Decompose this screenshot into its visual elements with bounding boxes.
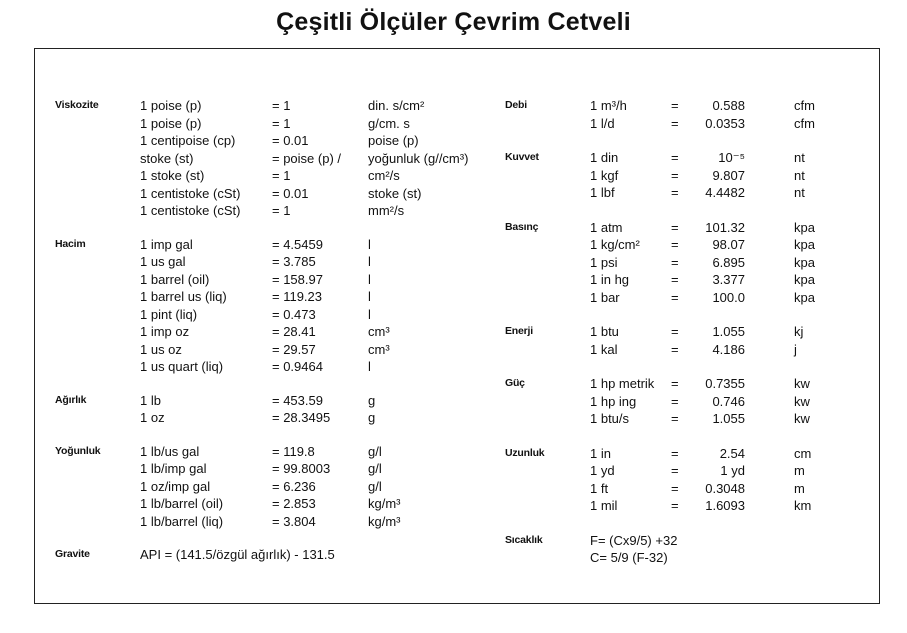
formula-row bbox=[505, 532, 875, 550]
cell-2: = 0.9464 bbox=[272, 359, 323, 374]
cell-2: = bbox=[671, 98, 679, 113]
cell-1: 1 us oz bbox=[140, 341, 182, 357]
conversion-row bbox=[55, 358, 495, 376]
cell-2: = bbox=[671, 167, 679, 183]
section-right-0 bbox=[505, 97, 875, 132]
conversion-row bbox=[55, 115, 495, 133]
formula-text: F= (Cx9/5) +32 bbox=[590, 532, 678, 548]
cell-3: 1 yd bbox=[720, 463, 745, 478]
cell-1: 1 imp gal bbox=[140, 236, 193, 252]
cell-3: g bbox=[368, 410, 376, 425]
conversion-row bbox=[55, 132, 495, 150]
conversion-row bbox=[55, 443, 495, 461]
formula-text: C= 5/9 (F-32) bbox=[590, 550, 668, 565]
cell-2: = 6.236 bbox=[272, 478, 316, 494]
conversion-row bbox=[505, 254, 875, 272]
cell-3: din. s/cm² bbox=[368, 98, 425, 113]
cell-4: kpa bbox=[794, 289, 815, 305]
cell-1: 1 psi bbox=[590, 254, 618, 270]
cell-2: = bbox=[671, 480, 679, 496]
cell-4: kpa bbox=[794, 272, 815, 287]
cell-3: l bbox=[368, 236, 371, 252]
cell-2: = bbox=[671, 237, 679, 252]
cell-2: = 0.01 bbox=[272, 133, 309, 148]
cell-1: 1 us gal bbox=[140, 254, 186, 269]
cell-3: kg/m³ bbox=[368, 513, 401, 529]
cell-1: 1 kg/cm² bbox=[590, 237, 640, 252]
cell-3: l bbox=[368, 254, 371, 269]
document-title: Çeşitli Ölçüler Çevrim Cetveli bbox=[276, 8, 631, 36]
cell-2: = 3.785 bbox=[272, 254, 316, 269]
section-right-3 bbox=[505, 323, 875, 358]
cell-1: 1 barrel us (liq) bbox=[140, 289, 227, 304]
cell-3: 0.588 bbox=[712, 98, 745, 113]
cell-4: nt bbox=[794, 167, 805, 183]
cell-3: mm²/s bbox=[368, 203, 405, 218]
cell-4: kpa bbox=[794, 237, 815, 252]
cell-3: 0.7355 bbox=[705, 376, 745, 391]
section-label: Güç bbox=[505, 377, 525, 389]
cell-2: = bbox=[671, 150, 679, 165]
conversion-row bbox=[505, 97, 875, 115]
cell-2: = bbox=[671, 219, 679, 235]
cell-1: 1 lb bbox=[140, 392, 161, 408]
cell-2: = 4.5459 bbox=[272, 236, 323, 252]
cell-1: 1 centistoke (cSt) bbox=[140, 203, 241, 218]
conversion-row bbox=[55, 288, 495, 306]
cell-4: kw bbox=[794, 411, 810, 426]
conversion-row bbox=[505, 184, 875, 202]
cell-1: 1 poise (p) bbox=[140, 115, 202, 131]
section-right-4 bbox=[505, 375, 875, 428]
cell-3: l bbox=[368, 359, 371, 374]
cell-2: = 119.23 bbox=[272, 289, 323, 304]
section-label: Enerji bbox=[505, 325, 533, 337]
conversion-row bbox=[505, 410, 875, 428]
cell-1: 1 lb/us gal bbox=[140, 443, 200, 459]
section-label: Gravite bbox=[55, 548, 90, 560]
cell-3: yoğunluk (g//cm³) bbox=[368, 150, 469, 166]
cell-2: = poise (p) / bbox=[272, 150, 342, 166]
formula-text: API = (141.5/özgül ağırlık) - 131.5 bbox=[140, 547, 335, 562]
cell-3: 0.746 bbox=[712, 393, 745, 409]
section-left-1 bbox=[55, 236, 495, 376]
conversion-row bbox=[55, 150, 495, 168]
cell-1: 1 yd bbox=[590, 463, 615, 478]
cell-1: 1 poise (p) bbox=[140, 98, 202, 113]
conversion-row bbox=[55, 167, 495, 185]
cell-2: = bbox=[671, 376, 679, 391]
section-right-2 bbox=[505, 219, 875, 307]
section-right-5 bbox=[505, 445, 875, 515]
conversion-row bbox=[505, 445, 875, 463]
cell-2: = bbox=[671, 341, 679, 357]
cell-2: = 119.8 bbox=[272, 443, 315, 459]
cell-3: 98.07 bbox=[712, 237, 745, 252]
cell-3: 3.377 bbox=[712, 272, 745, 287]
section-right-6 bbox=[505, 532, 875, 567]
cell-2: = 0.01 bbox=[272, 185, 309, 201]
cell-2: = bbox=[671, 272, 679, 287]
cell-4: cfm bbox=[794, 98, 815, 113]
conversion-row bbox=[505, 289, 875, 307]
cell-3: 10⁻⁵ bbox=[718, 150, 745, 165]
cell-1: 1 stoke (st) bbox=[140, 168, 205, 183]
cell-3: l bbox=[368, 271, 371, 287]
conversion-row bbox=[55, 306, 495, 324]
cell-2: = bbox=[671, 411, 679, 426]
section-label: Basınç bbox=[505, 220, 539, 233]
cell-2: = 1 bbox=[272, 168, 291, 183]
cell-2: = bbox=[671, 185, 679, 200]
cell-4: nt bbox=[794, 185, 805, 200]
cell-4: m bbox=[794, 480, 805, 496]
formula-row bbox=[505, 549, 875, 567]
cell-1: 1 lb/imp gal bbox=[140, 461, 207, 476]
cell-1: 1 lbf bbox=[590, 185, 615, 200]
cell-3: 0.0353 bbox=[705, 115, 745, 131]
cell-2: = 28.3495 bbox=[272, 410, 331, 425]
section-left-4 bbox=[55, 546, 495, 564]
cell-1: 1 mil bbox=[590, 498, 618, 513]
cell-4: nt bbox=[794, 150, 805, 165]
cell-1: 1 btu bbox=[590, 324, 619, 339]
conversion-row bbox=[55, 460, 495, 478]
conversion-row bbox=[505, 375, 875, 393]
cell-2: = 1 bbox=[272, 203, 291, 218]
section-label: Yoğunluk bbox=[55, 444, 101, 457]
cell-1: 1 lb/barrel (liq) bbox=[140, 513, 224, 529]
cell-3: 1.055 bbox=[712, 411, 745, 426]
conversion-row bbox=[55, 478, 495, 496]
cell-4: kw bbox=[794, 376, 810, 391]
conversion-row bbox=[55, 341, 495, 359]
cell-4: j bbox=[794, 341, 797, 357]
conversion-row bbox=[55, 323, 495, 341]
section-label: Sıcaklık bbox=[505, 533, 543, 546]
cell-3: 1.055 bbox=[712, 324, 745, 339]
conversion-row bbox=[505, 341, 875, 359]
conversion-row bbox=[55, 392, 495, 410]
cell-2: = bbox=[671, 445, 679, 461]
conversion-row bbox=[505, 149, 875, 167]
cell-1: 1 centistoke (cSt) bbox=[140, 185, 241, 201]
conversion-row bbox=[55, 236, 495, 254]
cell-2: = 453.59 bbox=[272, 392, 323, 408]
conversion-row bbox=[505, 480, 875, 498]
cell-3: 9.807 bbox=[712, 167, 745, 183]
cell-3: 4.186 bbox=[712, 341, 745, 357]
cell-4: cfm bbox=[794, 115, 815, 131]
cell-2: = bbox=[671, 463, 679, 478]
cell-4: kpa bbox=[794, 219, 815, 235]
cell-1: 1 btu/s bbox=[590, 411, 630, 426]
cell-4: m bbox=[794, 463, 805, 478]
cell-2: = bbox=[671, 498, 679, 513]
cell-2: = 1 bbox=[272, 115, 291, 131]
cell-1: 1 kgf bbox=[590, 167, 619, 183]
cell-1: 1 ft bbox=[590, 480, 609, 496]
cell-1: 1 atm bbox=[590, 219, 623, 235]
conversion-row bbox=[55, 253, 495, 271]
cell-2: = bbox=[671, 324, 679, 339]
cell-1: 1 imp oz bbox=[140, 324, 190, 339]
cell-1: 1 in hg bbox=[590, 272, 630, 287]
cell-3: g/l bbox=[368, 443, 382, 459]
cell-2: = bbox=[671, 393, 679, 409]
conversion-row bbox=[505, 497, 875, 515]
conversion-row bbox=[505, 167, 875, 185]
cell-3: 2.54 bbox=[719, 445, 745, 461]
cell-1: 1 pint (liq) bbox=[140, 306, 198, 322]
cell-1: 1 l/d bbox=[590, 115, 615, 131]
conversion-table-frame bbox=[34, 48, 880, 604]
cell-1: 1 hp metrik bbox=[590, 376, 655, 391]
conversion-row bbox=[505, 323, 875, 341]
conversion-row bbox=[505, 115, 875, 133]
cell-2: = bbox=[671, 254, 679, 270]
cell-1: 1 oz bbox=[140, 410, 165, 425]
cell-4: cm bbox=[794, 445, 812, 461]
conversion-row bbox=[505, 236, 875, 254]
section-right-1 bbox=[505, 149, 875, 202]
cell-3: stoke (st) bbox=[368, 185, 422, 201]
conversion-row bbox=[55, 513, 495, 531]
conversion-row bbox=[55, 409, 495, 427]
cell-3: l bbox=[368, 306, 371, 322]
cell-1: 1 din bbox=[590, 150, 619, 165]
cell-1: 1 oz/imp gal bbox=[140, 478, 211, 494]
cell-1: 1 us quart (liq) bbox=[140, 359, 224, 374]
formula-row bbox=[55, 546, 495, 564]
cell-2: = 29.57 bbox=[272, 341, 316, 357]
cell-3: 4.4482 bbox=[705, 185, 745, 200]
cell-1: 1 m³/h bbox=[590, 98, 627, 113]
cell-2: = 158.97 bbox=[272, 271, 323, 287]
section-left-0 bbox=[55, 97, 495, 220]
cell-3: cm³ bbox=[368, 324, 390, 339]
section-label: Viskozite bbox=[55, 99, 99, 111]
section-label: Ağırlık bbox=[55, 393, 87, 406]
section-label: Hacim bbox=[55, 237, 86, 250]
section-left-2 bbox=[55, 392, 495, 427]
cell-2: = 3.804 bbox=[272, 513, 316, 529]
cell-2: = 2.853 bbox=[272, 496, 316, 511]
cell-2: = bbox=[671, 115, 679, 131]
cell-1: 1 barrel (oil) bbox=[140, 271, 210, 287]
cell-1: 1 bar bbox=[590, 289, 620, 305]
cell-2: = 99.8003 bbox=[272, 461, 331, 476]
cell-2: = 1 bbox=[272, 98, 291, 113]
cell-1: 1 hp ing bbox=[590, 393, 637, 409]
cell-1: 1 kal bbox=[590, 341, 618, 357]
cell-3: g/l bbox=[368, 461, 382, 476]
conversion-row bbox=[55, 495, 495, 513]
cell-3: g/cm. s bbox=[368, 115, 410, 131]
conversion-row bbox=[55, 271, 495, 289]
conversion-row bbox=[55, 202, 495, 220]
cell-2: = 0.473 bbox=[272, 306, 316, 322]
cell-4: km bbox=[794, 498, 812, 513]
cell-3: 100.0 bbox=[712, 289, 745, 305]
section-left-3 bbox=[55, 443, 495, 531]
cell-3: l bbox=[368, 289, 371, 304]
cell-3: 1.6093 bbox=[705, 498, 745, 513]
section-label: Uzunluk bbox=[505, 446, 545, 459]
cell-3: 0.3048 bbox=[705, 480, 745, 496]
cell-3: g bbox=[368, 392, 376, 408]
conversion-row bbox=[505, 462, 875, 480]
cell-3: 6.895 bbox=[712, 254, 745, 270]
cell-4: kj bbox=[794, 324, 804, 339]
conversion-row bbox=[505, 271, 875, 289]
cell-3: 101.32 bbox=[705, 219, 745, 235]
cell-2: = 28.41 bbox=[272, 324, 316, 339]
cell-1: 1 centipoise (cp) bbox=[140, 133, 236, 148]
section-label: Kuvvet bbox=[505, 151, 539, 163]
conversion-row bbox=[505, 219, 875, 237]
cell-3: cm²/s bbox=[368, 168, 400, 183]
section-label: Debi bbox=[505, 99, 527, 111]
cell-3: cm³ bbox=[368, 341, 390, 357]
cell-4: kpa bbox=[794, 254, 815, 270]
conversion-row bbox=[55, 97, 495, 115]
cell-4: kw bbox=[794, 393, 810, 409]
cell-3: kg/m³ bbox=[368, 496, 401, 511]
cell-3: poise (p) bbox=[368, 133, 419, 148]
conversion-row bbox=[55, 185, 495, 203]
cell-2: = bbox=[671, 289, 679, 305]
cell-3: g/l bbox=[368, 478, 382, 494]
cell-1: 1 lb/barrel (oil) bbox=[140, 496, 224, 511]
cell-1: 1 in bbox=[590, 445, 611, 461]
conversion-row bbox=[505, 393, 875, 411]
cell-1: stoke (st) bbox=[140, 150, 194, 166]
